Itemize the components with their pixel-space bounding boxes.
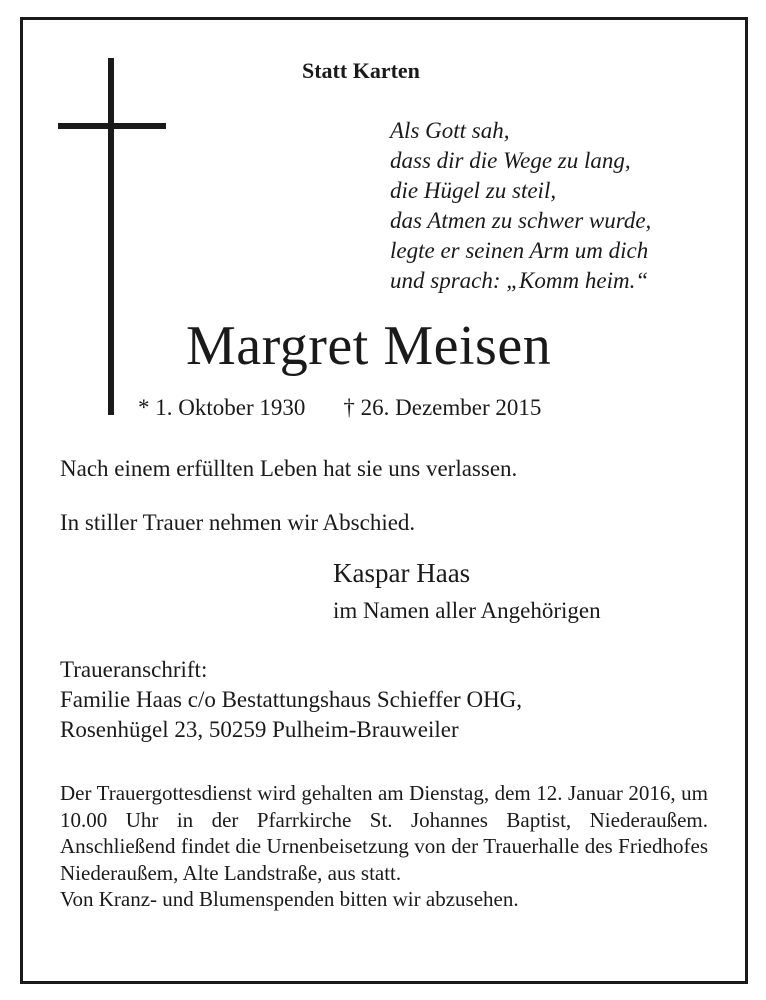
service-info: [60, 780, 708, 913]
poem-line: die Hügel zu steil,: [390, 178, 557, 203]
address-line: Rosenhügel 23, 50259 Pulheim-Brauweiler: [60, 717, 459, 742]
poem-line: und sprach: „Komm heim.“: [390, 268, 649, 293]
poem-line: Als Gott sah,: [390, 118, 510, 143]
service-text: Der Trauergottesdienst wird gehalten am Dienstag, dem 12. Januar 2016, um 10.00 Uhr in der Pfarrkirche St. Johannes Baptist, Niederaußem. Anschließend findet die Urnenbeisetzung von der Trauerhalle des Friedhofes Niederaußem, Alte Landstraße, aus statt.: [60, 781, 708, 885]
birth-date: * 1. Oktober 1930: [138, 395, 306, 420]
mourning-text: In stiller Trauer nehmen wir Abschied.: [60, 510, 416, 535]
farewell-text: Nach einem erfüllten Leben hat sie uns verlassen.: [60, 456, 518, 481]
address-label: Traueranschrift:: [60, 657, 208, 682]
poem: [390, 116, 651, 296]
service-closing: Von Kranz- und Blumenspenden bitten wir abzusehen.: [60, 887, 519, 911]
poem-line: dass dir die Wege zu lang,: [390, 148, 631, 173]
signer-subtitle: im Namen aller Angehörigen: [333, 598, 601, 623]
poem-line: legte er seinen Arm um dich: [390, 238, 649, 263]
life-dates: [138, 395, 541, 421]
poem-line: das Atmen zu schwer wurde,: [390, 208, 652, 233]
cross-vertical-bar: [108, 58, 114, 415]
mourning-address: [60, 655, 522, 745]
cross-horizontal-bar: [58, 123, 166, 129]
deceased-name: Margret Meisen: [186, 315, 552, 377]
address-line: Familie Haas c/o Bestattungshaus Schieffer OHG,: [60, 687, 523, 712]
signer-name: Kaspar Haas: [333, 558, 471, 588]
death-date: † 26. Dezember 2015: [343, 395, 542, 420]
header-label: Statt Karten: [302, 58, 420, 83]
